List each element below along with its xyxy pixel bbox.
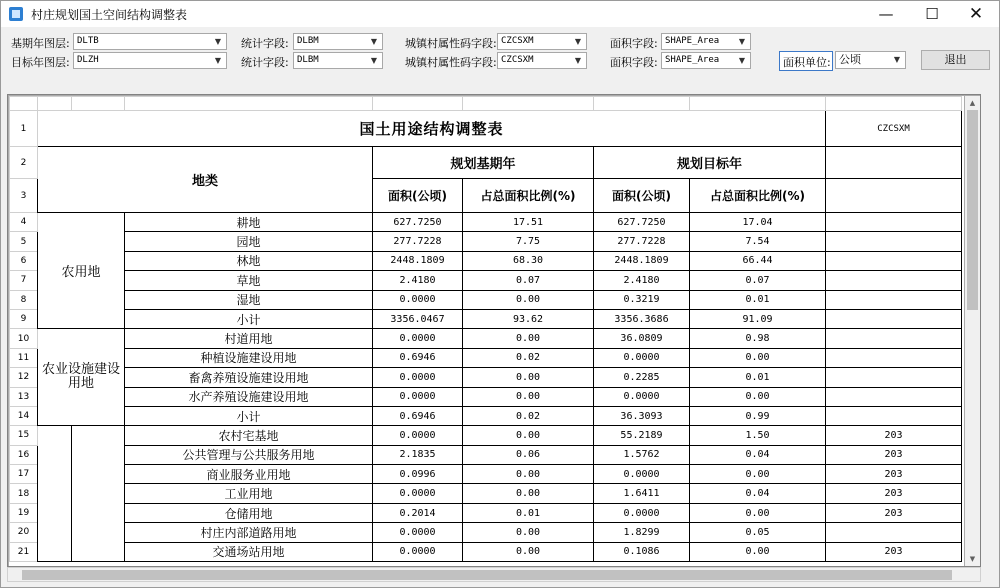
target-ratio-cell: 0.00 [690,503,826,522]
base-code-value: CZCSXM [501,36,534,46]
base-area-select[interactable] [661,33,751,50]
code-cell [826,290,962,309]
chevron-down-icon: ▼ [214,56,222,65]
target-ratio-cell: 7.54 [690,232,826,251]
unit-select[interactable] [835,51,906,69]
base-ratio-cell: 0.06 [463,445,594,464]
code-cell: 203 [826,426,962,445]
base-ratio-cell: 0.00 [463,387,594,406]
target-ratio-cell: 66.44 [690,251,826,270]
base-ratio-cell: 0.07 [463,271,594,290]
code-cell [826,387,962,406]
target-area-cell: 627.7250 [594,213,690,232]
target-area-cell: 1.8299 [594,523,690,542]
target-ratio-cell: 0.00 [690,348,826,367]
base-area-cell: 0.0000 [373,523,463,542]
row-number: 7 [10,271,38,290]
land-type-cell: 交通场站用地 [125,542,373,561]
row-number: 19 [10,503,38,522]
code-cell [826,329,962,348]
scroll-down-icon[interactable]: ▼ [969,555,976,563]
target-area-cell: 0.1086 [594,542,690,561]
target-area-cell: 0.0000 [594,348,690,367]
land-type-cell: 耕地 [125,213,373,232]
base-stat-select[interactable] [293,33,383,50]
land-type-cell: 商业服务业用地 [125,465,373,484]
code-cell [826,232,962,251]
target-area-cell: 0.2285 [594,368,690,387]
horizontal-scrollbar[interactable] [7,567,981,582]
code-header: CZCSXM [826,111,962,147]
unit-label: 面积单位: [783,56,831,69]
table-row [10,290,962,309]
target-ratio-cell: 0.00 [690,387,826,406]
target-stat-label: 统计字段: [241,56,289,69]
code-cell [826,251,962,270]
base-ratio-cell: 0.02 [463,406,594,425]
base-area-cell: 0.0000 [373,329,463,348]
corner-cell [10,97,38,111]
target-area-cell: 2448.1809 [594,251,690,270]
target-ratio-cell: 17.04 [690,213,826,232]
base-layer-select[interactable] [73,33,227,50]
base-year-header: 规划基期年 [373,147,594,179]
land-type-cell: 园地 [125,232,373,251]
target-area-col-header: 面积(公顷) [594,179,690,213]
group-label: 农业设施建设用地 [38,329,125,426]
table-body [10,213,962,562]
row-number: 5 [10,232,38,251]
base-ratio-cell: 0.01 [463,503,594,522]
target-layer-label: 目标年图层: [11,56,70,69]
vertical-scroll-thumb[interactable] [967,110,978,310]
row-number: 11 [10,348,38,367]
target-code-label: 城镇村属性码字段: [405,56,497,69]
target-area-cell: 0.0000 [594,387,690,406]
toolbar [1,27,999,91]
unit-value: 公顷 [839,53,861,66]
base-ratio-cell: 7.75 [463,232,594,251]
land-type-cell: 小计 [125,309,373,328]
land-type-cell: 种植设施建设用地 [125,348,373,367]
base-area-cell: 0.0996 [373,465,463,484]
base-ratio-cell: 68.30 [463,251,594,270]
base-area-cell: 277.7228 [373,232,463,251]
target-area-value: SHAPE_Area [665,55,720,65]
target-ratio-cell: 0.00 [690,542,826,561]
base-ratio-cell: 0.00 [463,484,594,503]
target-area-cell: 0.0000 [594,465,690,484]
table-row [10,309,962,328]
base-ratio-cell: 0.00 [463,290,594,309]
chevron-down-icon: ▼ [370,56,378,65]
row-number: 9 [10,309,38,328]
target-area-select[interactable] [661,52,751,69]
target-ratio-cell: 1.50 [690,426,826,445]
target-code-value: CZCSXM [501,55,534,65]
target-area-cell: 1.5762 [594,445,690,464]
table-row [10,368,962,387]
table-title: 国土用途结构调整表 [38,111,826,147]
target-ratio-cell: 0.05 [690,523,826,542]
target-area-cell: 55.2189 [594,426,690,445]
target-layer-value: DLZH [77,55,99,65]
base-area-label: 面积字段: [610,37,658,50]
table-row [10,426,962,445]
land-type-cell: 农村宅基地 [125,426,373,445]
row-number: 15 [10,426,38,445]
code-cell [826,271,962,290]
row-number: 13 [10,387,38,406]
table-row [10,406,962,425]
base-area-cell: 0.0000 [373,368,463,387]
horizontal-scroll-thumb[interactable] [22,570,952,580]
row-number: 6 [10,251,38,270]
base-area-cell: 2.4180 [373,271,463,290]
row-number: 14 [10,406,38,425]
target-area-cell: 2.4180 [594,271,690,290]
row-number: 8 [10,290,38,309]
row-number: 10 [10,329,38,348]
land-type-cell: 湿地 [125,290,373,309]
target-area-cell: 36.3093 [594,406,690,425]
table-row [10,348,962,367]
base-ratio-cell: 0.00 [463,523,594,542]
land-type-cell: 工业用地 [125,484,373,503]
land-type-cell: 林地 [125,251,373,270]
land-type-cell: 水产养殖设施建设用地 [125,387,373,406]
land-type-cell: 小计 [125,406,373,425]
table-row [10,445,962,464]
target-ratio-cell: 0.04 [690,484,826,503]
code-cell [826,348,962,367]
base-layer-value: DLTB [77,36,99,46]
land-type-cell: 草地 [125,271,373,290]
table-row [10,251,962,270]
target-area-cell: 277.7228 [594,232,690,251]
code-cell: 203 [826,465,962,484]
base-ratio-cell: 0.00 [463,426,594,445]
table-row [10,484,962,503]
spreadsheet-grid[interactable] [9,96,964,566]
chevron-down-icon: ▼ [893,55,901,64]
subgroup-cell [72,426,125,562]
row-number: 3 [10,179,38,213]
base-area-cell: 2448.1809 [373,251,463,270]
row-number: 21 [10,542,38,561]
base-area-col-header: 面积(公顷) [373,179,463,213]
target-code-select[interactable] [497,52,587,69]
base-area-cell: 3356.0467 [373,309,463,328]
column-header-row [10,97,962,111]
target-layer-select[interactable] [73,52,227,69]
land-type-cell: 畜禽养殖设施建设用地 [125,368,373,387]
code-cell: 203 [826,542,962,561]
chevron-down-icon: ▼ [738,37,746,46]
base-ratio-cell: 0.02 [463,348,594,367]
target-area-cell: 3356.3686 [594,309,690,328]
row-number: 1 [10,111,38,147]
base-area-cell: 0.0000 [373,290,463,309]
group-cell [38,426,72,562]
base-area-cell: 0.6946 [373,348,463,367]
row-number: 4 [10,213,38,232]
target-area-cell: 0.3219 [594,290,690,309]
table-row [10,387,962,406]
base-area-cell: 0.2014 [373,503,463,522]
target-area-cell: 36.0809 [594,329,690,348]
base-stat-label: 统计字段: [241,37,289,50]
land-type-cell: 村庄内部道路用地 [125,523,373,542]
table-row [10,271,962,290]
target-ratio-cell: 0.99 [690,406,826,425]
chevron-down-icon: ▼ [214,37,222,46]
table-row [10,465,962,484]
group-label: 农用地 [38,213,125,329]
target-ratio-cell: 0.01 [690,290,826,309]
base-area-cell: 0.0000 [373,484,463,503]
code-cell [826,309,962,328]
base-ratio-col-header: 占总面积比例(%) [463,179,594,213]
row-number: 2 [10,147,38,179]
title-bar [1,1,999,27]
base-area-value: SHAPE_Area [665,36,720,46]
target-ratio-cell: 0.00 [690,465,826,484]
base-area-cell: 0.0000 [373,542,463,561]
table-row [10,523,962,542]
target-year-header: 规划目标年 [594,147,826,179]
app-icon [9,7,23,21]
land-type-cell: 仓储用地 [125,503,373,522]
table-row [10,503,962,522]
base-ratio-cell: 0.00 [463,465,594,484]
target-ratio-cell: 0.07 [690,271,826,290]
exit-button[interactable]: 退出 [921,50,990,70]
base-area-cell: 2.1835 [373,445,463,464]
target-area-cell: 0.0000 [594,503,690,522]
land-type-cell: 村道用地 [125,329,373,348]
chevron-down-icon: ▼ [574,37,582,46]
base-area-cell: 0.0000 [373,426,463,445]
code-cell [826,213,962,232]
code-cell [826,406,962,425]
base-ratio-cell: 93.62 [463,309,594,328]
code-cell: 203 [826,484,962,503]
spreadsheet-area [7,94,981,567]
category-header: 地类 [38,147,373,213]
window-title: 村庄规划国土空间结构调整表 [31,8,188,22]
row-number: 16 [10,445,38,464]
base-layer-label: 基期年图层: [11,37,70,50]
chevron-down-icon: ▼ [370,37,378,46]
code-cell [826,523,962,542]
target-ratio-cell: 0.04 [690,445,826,464]
base-ratio-cell: 0.00 [463,329,594,348]
base-stat-value: DLBM [297,36,319,46]
target-stat-select[interactable] [293,52,383,69]
target-ratio-col-header: 占总面积比例(%) [690,179,826,213]
code-cell [826,368,962,387]
target-ratio-cell: 0.98 [690,329,826,348]
target-stat-value: DLBM [297,55,319,65]
base-area-cell: 0.0000 [373,387,463,406]
maximize-button[interactable]: ☐ [925,5,939,23]
chevron-down-icon: ▼ [574,56,582,65]
row-number: 12 [10,368,38,387]
base-ratio-cell: 17.51 [463,213,594,232]
table-row [10,542,962,561]
base-ratio-cell: 0.00 [463,368,594,387]
land-type-cell: 公共管理与公共服务用地 [125,445,373,464]
base-area-cell: 0.6946 [373,406,463,425]
target-ratio-cell: 91.09 [690,309,826,328]
code-cell: 203 [826,503,962,522]
close-button[interactable]: ✕ [968,4,984,24]
row-number: 20 [10,523,38,542]
base-code-label: 城镇村属性码字段: [405,37,497,50]
code-cell: 203 [826,445,962,464]
row-number: 18 [10,484,38,503]
table-row [10,232,962,251]
target-area-label: 面积字段: [610,56,658,69]
table-row [10,213,962,232]
chevron-down-icon: ▼ [738,56,746,65]
table-row [10,147,962,179]
target-area-cell: 1.6411 [594,484,690,503]
base-ratio-cell: 0.00 [463,542,594,561]
row-number: 17 [10,465,38,484]
base-area-cell: 627.7250 [373,213,463,232]
minimize-button[interactable]: — [878,5,894,23]
land-use-table [9,96,962,562]
table-row [10,111,962,147]
base-code-select[interactable] [497,33,587,50]
scroll-up-icon[interactable]: ▲ [969,99,976,107]
target-ratio-cell: 0.01 [690,368,826,387]
vertical-scrollbar[interactable] [965,96,980,566]
table-row [10,329,962,348]
